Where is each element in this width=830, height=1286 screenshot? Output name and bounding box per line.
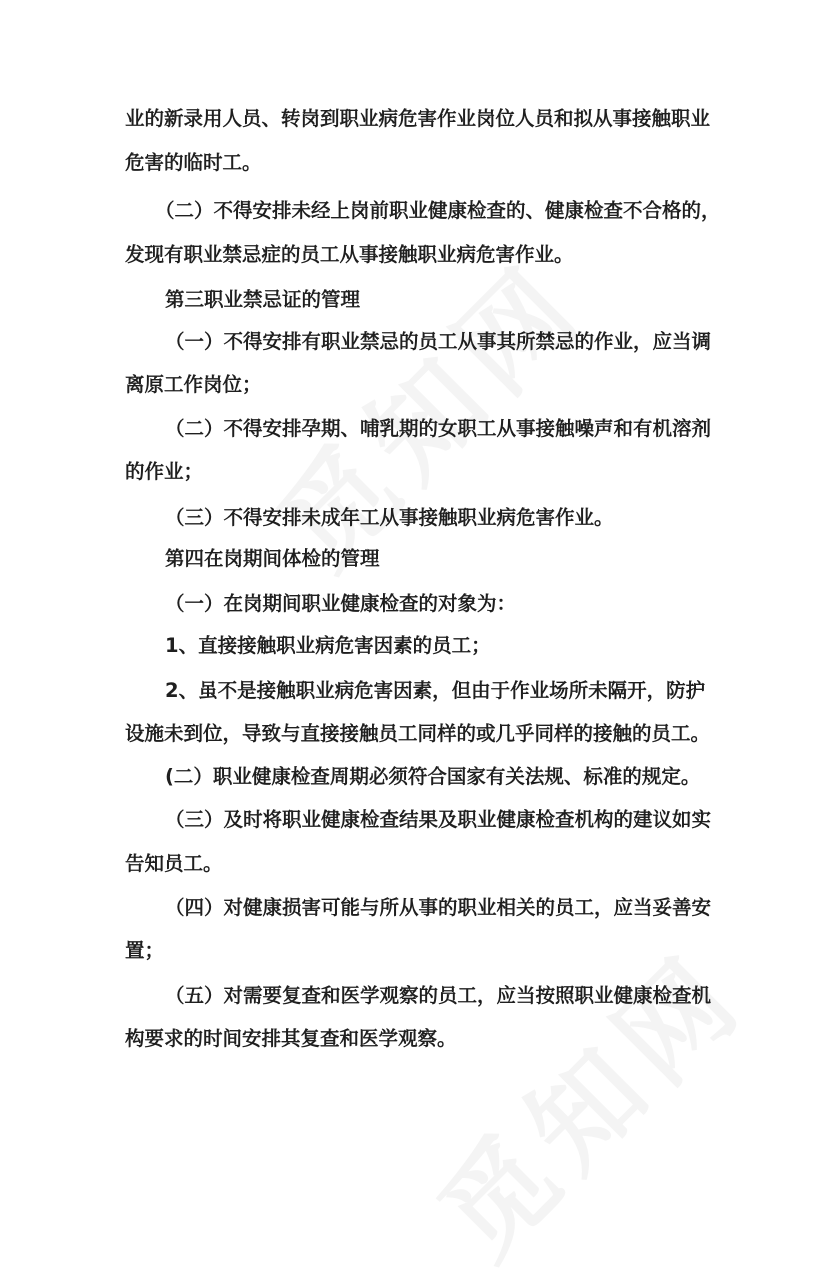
text-line: 告知员工。 (125, 852, 223, 875)
text-line: 设施未到位，导致与直接接触员工同样的或几乎同样的接触的员工。 (125, 722, 711, 745)
text-line: 1、直接接触职业病危害因素的员工； (165, 634, 491, 657)
text-line: （四）对健康损害可能与所从事的职业相关的员工，应当妥善安 (165, 896, 712, 919)
text-line: (二）职业健康检查周期必须符合国家有关法规、标准的规定。 (165, 765, 701, 788)
watermark (399, 912, 774, 1286)
watermark (239, 222, 614, 597)
text-line: （五）对需要复查和医学观察的员工，应当按照职业健康检查机 (165, 984, 712, 1007)
text-line: 业的新录用人员、转岗到职业病危害作业岗位人员和拟从事接触职业 (125, 107, 711, 130)
text-line: 离原工作岗位； (125, 373, 262, 396)
section-heading: 第四在岗期间体检的管理 (165, 547, 380, 570)
text-line: 2、虽不是接触职业病危害因素，但由于作业场所未隔开，防护 (165, 679, 706, 702)
text-line: （一）不得安排有职业禁忌的员工从事其所禁忌的作业，应当调 (165, 330, 712, 353)
section-heading: 第三职业禁忌证的管理 (165, 288, 361, 311)
text-line: 发现有职业禁忌症的员工从事接触职业病危害作业。 (125, 243, 574, 266)
text-line: （三）及时将职业健康检查结果及职业健康检查机构的建议如实 (165, 808, 712, 831)
text-line: 置； (125, 939, 165, 962)
text-line: 的作业； (125, 460, 204, 483)
text-line: 构要求的时间安排其复查和医学观察。 (125, 1027, 457, 1050)
text-line: （一）在岗期间职业健康检查的对象为： (165, 592, 517, 615)
text-line: （二）不得安排未经上岗前职业健康检查的、健康检查不合格的， (155, 199, 721, 222)
text-line: 危害的临时工。 (125, 151, 262, 174)
text-line: （二）不得安排孕期、哺乳期的女职工从事接触噪声和有机溶剂 (165, 417, 712, 440)
text-line: （三）不得安排未成年工从事接触职业病危害作业。 (165, 506, 614, 529)
